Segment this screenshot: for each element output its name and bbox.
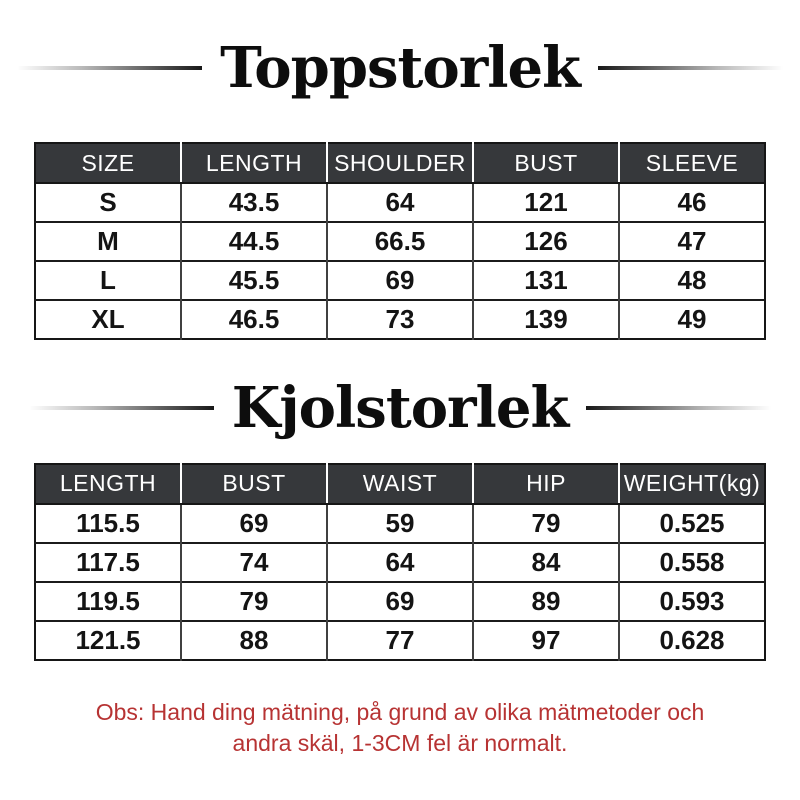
cell-value: 0.628 [619,621,765,660]
column-header-waist: WAIST [327,464,473,504]
cell-value: 46 [619,183,765,222]
cell-value: 121 [473,183,619,222]
column-header-bust: BUST [473,143,619,183]
title-rule-left [29,406,214,410]
cell-size: XL [35,300,181,339]
table-row [35,621,765,660]
table-header-row [35,143,765,183]
skirt-title-row [0,374,800,442]
table-header-row [35,464,765,504]
title-rule-left [17,66,202,70]
cell-value: 43.5 [181,183,327,222]
cell-value: 97 [473,621,619,660]
skirt-section-title: Kjolstorlek [231,375,569,442]
cell-value: 84 [473,543,619,582]
skirt-size-table [34,463,766,661]
cell-size: M [35,222,181,261]
cell-value: 77 [327,621,473,660]
cell-value: 69 [327,261,473,300]
cell-value: 66.5 [327,222,473,261]
title-rule-right [598,66,783,70]
table-row [35,504,765,543]
cell-value: 44.5 [181,222,327,261]
cell-value: 73 [327,300,473,339]
cell-value: 46.5 [181,300,327,339]
table-row [35,261,765,300]
column-header-length: LENGTH [181,143,327,183]
cell-value: 115.5 [35,504,181,543]
cell-value: 48 [619,261,765,300]
cell-value: 64 [327,183,473,222]
table-row [35,543,765,582]
cell-value: 126 [473,222,619,261]
tops-table-body [35,183,765,339]
cell-value: 0.558 [619,543,765,582]
cell-value: 49 [619,300,765,339]
measurement-note [0,697,800,759]
column-header-bust: BUST [181,464,327,504]
cell-value: 79 [181,582,327,621]
cell-value: 74 [181,543,327,582]
measurement-note-line2: andra skäl, 1-3CM fel är normalt. [232,729,568,756]
table-row [35,582,765,621]
cell-value: 79 [473,504,619,543]
cell-value: 0.593 [619,582,765,621]
cell-value: 131 [473,261,619,300]
column-header-weight: WEIGHT(kg) [619,464,765,504]
column-header-hip: HIP [473,464,619,504]
cell-size: S [35,183,181,222]
skirt-table-header [35,464,765,504]
tops-table-header [35,143,765,183]
cell-size: L [35,261,181,300]
cell-value: 59 [327,504,473,543]
tops-title-row [0,34,800,102]
cell-value: 88 [181,621,327,660]
measurement-note-line1: Obs: Hand ding mätning, på grund av olika mätmetoder och [95,698,705,725]
tops-section-title: Toppstorlek [220,35,580,101]
table-row [35,222,765,261]
cell-value: 117.5 [35,543,181,582]
column-header-shoulder: SHOULDER [327,143,473,183]
cell-value: 89 [473,582,619,621]
cell-value: 0.525 [619,504,765,543]
column-header-length: LENGTH [35,464,181,504]
table-row [35,183,765,222]
tops-size-table [34,142,766,340]
cell-value: 64 [327,543,473,582]
column-header-sleeve: SLEEVE [619,143,765,183]
skirt-table-body [35,504,765,660]
title-rule-right [586,406,771,410]
cell-value: 69 [181,504,327,543]
cell-value: 121.5 [35,621,181,660]
cell-value: 69 [327,582,473,621]
table-row [35,300,765,339]
column-header-size: SIZE [35,143,181,183]
cell-value: 47 [619,222,765,261]
cell-value: 119.5 [35,582,181,621]
cell-value: 139 [473,300,619,339]
cell-value: 45.5 [181,261,327,300]
